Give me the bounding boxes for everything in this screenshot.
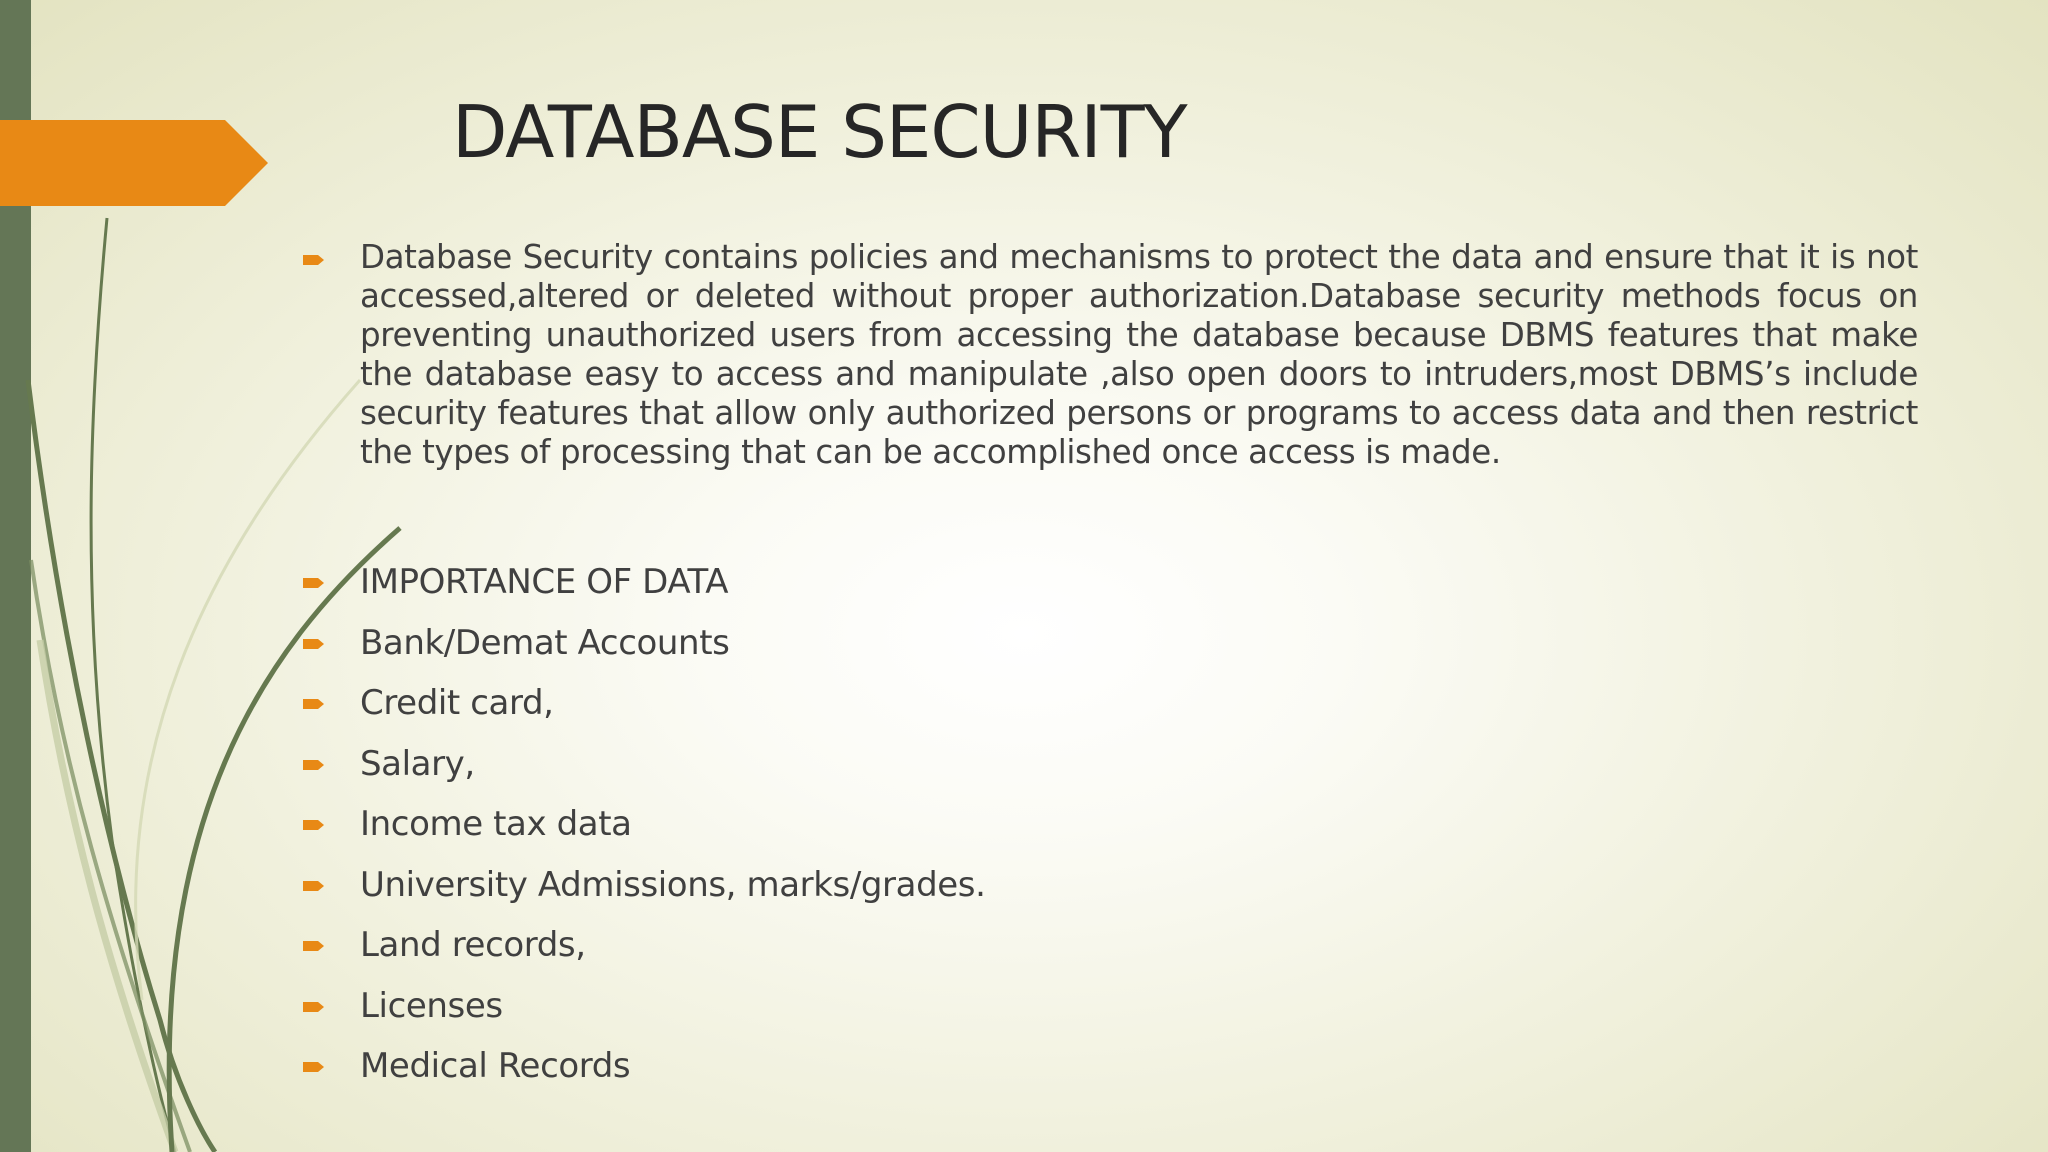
list-item-text: Bank/Demat Accounts <box>360 622 730 663</box>
list-item <box>303 855 1918 916</box>
list-item <box>303 1036 1918 1097</box>
arrow-right-icon <box>303 696 329 712</box>
list-item-text: Land records, <box>360 925 586 965</box>
arrow-right-icon <box>303 252 329 268</box>
list-item <box>303 613 1918 674</box>
bullet-list <box>303 552 1918 1097</box>
list-item <box>303 552 1918 613</box>
arrow-right-icon <box>303 636 329 652</box>
arrow-right-icon <box>303 575 329 591</box>
list-item-text: Credit card, <box>360 683 554 723</box>
slide-content <box>303 238 1918 1097</box>
arrow-right-icon <box>303 999 329 1015</box>
arrow-right-icon <box>303 757 329 773</box>
list-item <box>303 794 1918 855</box>
intro-bullet <box>303 238 1918 472</box>
list-item <box>303 673 1918 734</box>
arrow-right-icon <box>303 878 329 894</box>
intro-text: Database Security contains policies and mechanisms to protect the data and ensure that it is not accessed,altered or deleted without proper authorization.Database security methods focus on preventing unauthorized users from accessing the database because DBMS features that make the database easy to access and manipulate ,also open doors to intruders,most DBMS’s include security features that allow only authorized persons or programs to access data and then restrict the types of processing that can be accomplished once access is made. <box>360 238 1918 471</box>
list-item-text: Licenses <box>360 985 503 1026</box>
slide-title: DATABASE SECURITY <box>452 90 1187 174</box>
arrow-right-icon <box>303 1059 329 1075</box>
list-item-text: Salary, <box>360 743 475 784</box>
list-item <box>303 976 1918 1037</box>
list-item-text: Income tax data <box>360 804 632 844</box>
list-item-text: IMPORTANCE OF DATA <box>360 562 729 602</box>
list-item-text: Medical Records <box>360 1046 631 1086</box>
arrow-right-icon <box>303 938 329 954</box>
list-item <box>303 915 1918 976</box>
list-item <box>303 734 1918 795</box>
orange-arrow-banner <box>0 120 270 206</box>
list-item-text: University Admissions, marks/grades. <box>360 864 986 905</box>
arrow-right-icon <box>303 817 329 833</box>
